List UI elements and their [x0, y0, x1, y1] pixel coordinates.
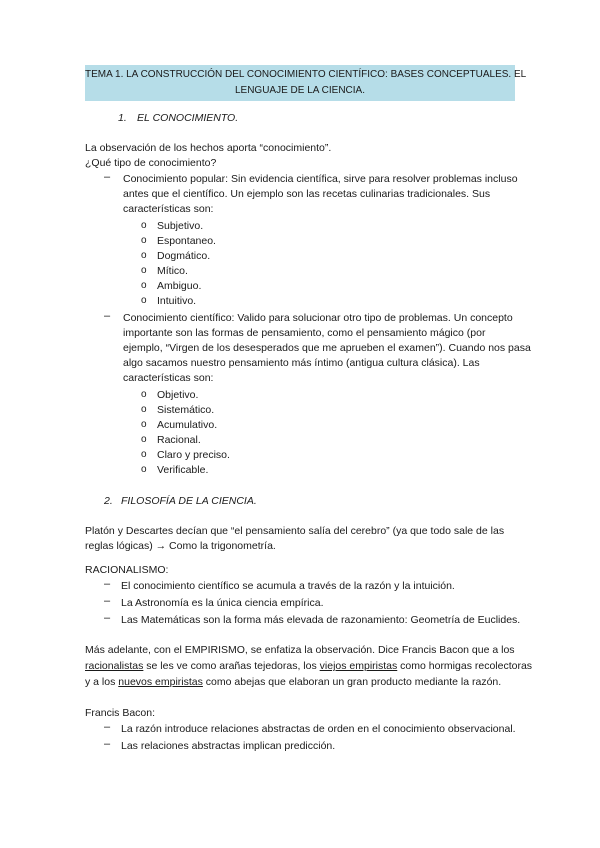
dash-bullet: –	[104, 171, 111, 183]
platon-line-2: reglas lógicas) → Como la trigonometría.	[85, 540, 276, 552]
empirismo-line-1: Más adelante, con el EMPIRISMO, se enfatiza la observación. Dice Francis Bacon que a los	[85, 644, 515, 656]
empirismo-text: y a los	[85, 676, 119, 688]
popular-line-3: características son:	[123, 203, 214, 215]
empirismo-text: como hormigas recolectoras	[397, 660, 533, 672]
section-2-title: FILOSOFÍA DE LA CIENCIA.	[121, 495, 257, 507]
circle-bullet: o	[141, 295, 147, 306]
empirismo-text: se les ve como arañas tejedoras, los	[143, 660, 320, 672]
empirismo-line-3	[85, 675, 501, 690]
racionalismo-item: Las Matemáticas son la forma más elevada de razonamiento: Geometría de Euclides.	[121, 614, 521, 626]
bacon-item: La razón introduce relaciones abstractas de orden en el conocimiento observacional.	[121, 723, 516, 735]
viejos-empiristas-term: viejos empiristas	[319, 660, 398, 672]
popular-item: Dogmático.	[157, 250, 211, 262]
intro-line-2: ¿Qué tipo de conocimiento?	[85, 157, 217, 169]
circle-bullet: o	[141, 419, 147, 430]
dash-bullet: –	[104, 721, 111, 733]
circle-bullet: o	[141, 220, 147, 231]
popular-item: Subjetivo.	[157, 220, 204, 232]
section-1-title: EL CONOCIMIENTO.	[137, 112, 239, 124]
bacon-heading: Francis Bacon:	[85, 707, 156, 719]
racionalismo-heading: RACIONALISMO:	[85, 564, 169, 576]
title-line-1: TEMA 1. LA CONSTRUCCIÓN DEL CONOCIMIENTO CIENTÍFICO: BASES CONCEPTUALES. EL	[85, 69, 527, 80]
title-line-2: LENGUAJE DE LA CIENCIA.	[234, 85, 366, 96]
racionalismo-item: La Astronomía es la única ciencia empírica.	[121, 597, 324, 609]
circle-bullet: o	[141, 280, 147, 291]
popular-item: Mítico.	[157, 265, 188, 277]
dash-bullet: –	[104, 578, 111, 590]
popular-item: Ambiguo.	[157, 280, 202, 292]
dash-bullet: –	[104, 595, 111, 607]
circle-bullet: o	[141, 250, 147, 261]
popular-item: Intuitivo.	[157, 295, 197, 307]
circle-bullet: o	[141, 235, 147, 246]
cientifico-item: Sistemático.	[157, 404, 215, 416]
cientifico-line-5: características son:	[123, 372, 214, 384]
bacon-item: Las relaciones abstractas implican predicción.	[121, 740, 336, 752]
cientifico-line-2: importante son las formas de pensamiento, como el pensamiento mágico (por	[123, 327, 486, 339]
nuevos-empiristas-term: nuevos empiristas	[118, 676, 203, 688]
cientifico-item: Claro y preciso.	[157, 449, 230, 461]
dash-bullet: –	[104, 612, 111, 624]
empirismo-text: como abejas que elaboran un gran producto mediante la razón.	[202, 676, 502, 688]
circle-bullet: o	[141, 464, 147, 475]
cientifico-item: Acumulativo.	[157, 419, 218, 431]
racionalismo-item: El conocimiento científico se acumula a través de la razón y la intuición.	[121, 580, 455, 592]
racionalistas-term: racionalistas	[85, 660, 144, 672]
intro-line-1: La observación de los hechos aporta “conocimiento”.	[85, 142, 332, 154]
section-2-number: 2.	[104, 495, 113, 507]
popular-line-1: Conocimiento popular: Sin evidencia científica, sirve para resolver problemas incluso	[123, 173, 518, 185]
cientifico-line-1: Conocimiento científico: Valido para solucionar otro tipo de problemas. Un concepto	[123, 312, 513, 324]
dash-bullet: –	[104, 310, 111, 322]
circle-bullet: o	[141, 265, 147, 276]
circle-bullet: o	[141, 389, 147, 400]
circle-bullet: o	[141, 404, 147, 415]
popular-line-2: antes que el científico. Un ejemplo son las recetas culinarias tradicionales. Sus	[123, 188, 491, 200]
cientifico-line-4: algo sacamos nuestro pensamiento más íntimo (antigua cultura clásica). Las	[123, 357, 480, 369]
cientifico-item: Racional.	[157, 434, 201, 446]
dash-bullet: –	[104, 738, 111, 750]
cientifico-line-3: ejemplo, “Virgen de los desesperados que me aprueben el examen”). Cuando nos pasa	[123, 342, 531, 354]
platon-line-1: Platón y Descartes decían que “el pensamiento salía del cerebro” (ya que todo sale de las	[85, 525, 505, 537]
title-banner	[85, 65, 527, 101]
circle-bullet: o	[141, 449, 147, 460]
circle-bullet: o	[141, 434, 147, 445]
popular-item: Espontaneo.	[157, 235, 216, 247]
cientifico-item: Verificable.	[157, 464, 209, 476]
cientifico-item: Objetivo.	[157, 389, 199, 401]
empirismo-line-2	[85, 659, 532, 674]
section-1-number: 1.	[118, 112, 127, 124]
